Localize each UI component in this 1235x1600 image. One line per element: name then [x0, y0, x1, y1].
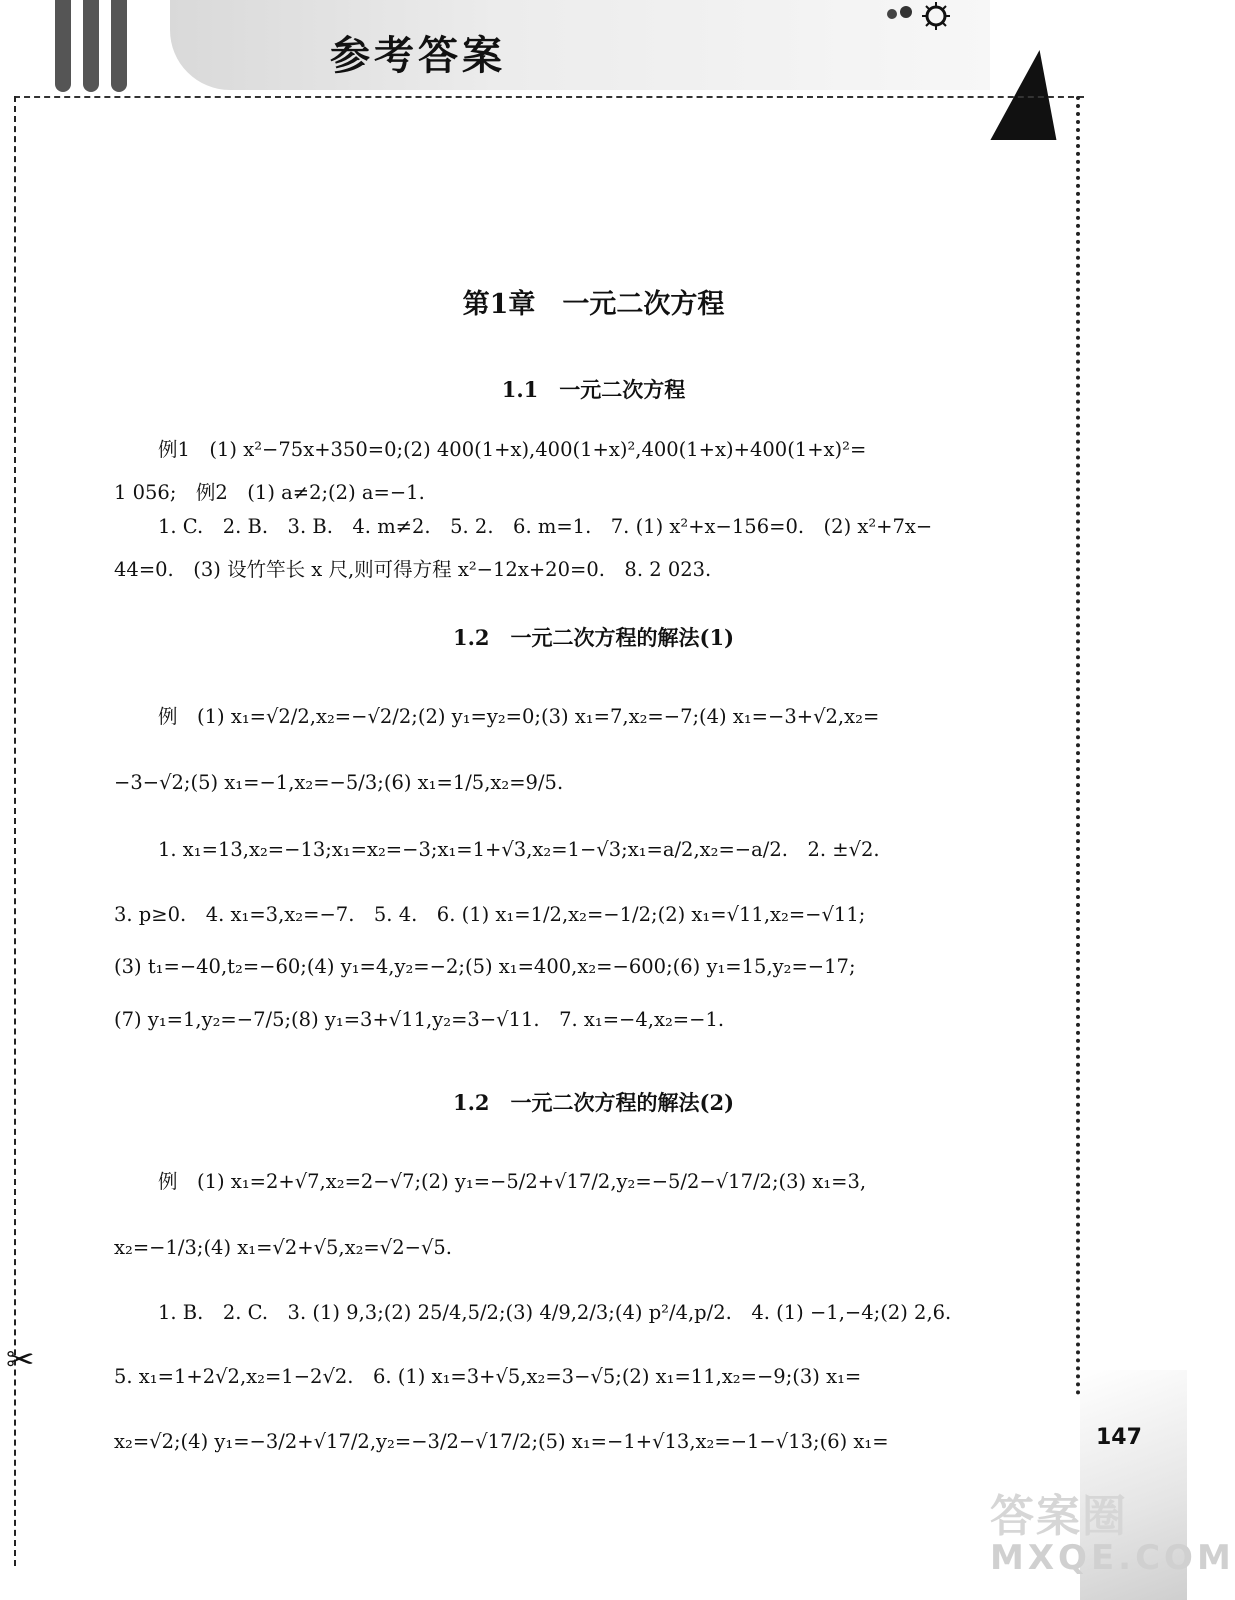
header-bars: [55, 0, 135, 92]
answer-line: 例 (1) x₁=√2/2,x₂=−√2/2;(2) y₁=y₂=0;(3) x₁=7,x₂=−7;(4) x₁=−3+√2,x₂=: [158, 705, 880, 728]
watermark-logo: 答案圈: [990, 1491, 1128, 1542]
page-title: 参考答案: [330, 33, 506, 79]
section-heading-1-1: 1.1 一元二次方程: [501, 377, 686, 402]
answer-line: −3−√2;(5) x₁=−1,x₂=−5/3;(6) x₁=1/5,x₂=9/5.: [114, 771, 564, 794]
answer-line: 5. x₁=1+2√2,x₂=1−2√2. 6. (1) x₁=3+√5,x₂=3−√5;(2) x₁=11,x₂=−9;(3) x₁=: [114, 1365, 862, 1388]
answer-line: (7) y₁=1,y₂=−7/5;(8) y₁=3+√11,y₂=3−√11. 7. x₁=−4,x₂=−1.: [114, 1008, 725, 1031]
answer-line: 3. p≥0. 4. x₁=3,x₂=−7. 5. 4. 6. (1) x₁=1/2,x₂=−1/2;(2) x₁=√11,x₂=−√11;: [114, 903, 866, 926]
sun-icon: [880, 0, 960, 32]
answer-line: 1 056; 例2 (1) a≠2;(2) a=−1.: [114, 481, 425, 504]
answer-line: 44=0. (3) 设竹竿长 x 尺,则可得方程 x²−12x+20=0. 8. 2 023.: [114, 558, 712, 581]
answer-line: 例 (1) x₁=2+√7,x₂=2−√7;(2) y₁=−5/2+√17/2,y₂=−5/2−√17/2;(3) x₁=3,: [158, 1170, 867, 1193]
watermark-url: MXQE.COM: [990, 1538, 1235, 1578]
page-number: 147: [1096, 1425, 1142, 1450]
answer-line: (3) t₁=−40,t₂=−60;(4) y₁=4,y₂=−2;(5) x₁=400,x₂=−600;(6) y₁=15,y₂=−17;: [114, 955, 856, 978]
section-heading-1-2-part2: 1.2 一元二次方程的解法(2): [452, 1090, 735, 1115]
scissors-icon: ✂: [6, 1340, 35, 1380]
answer-line: 例1 (1) x²−75x+350=0;(2) 400(1+x),400(1+x)²,400(1+x)+400(1+x)²=: [158, 438, 867, 461]
chapter-title: 第1章 一元二次方程: [462, 289, 725, 320]
answer-line: 1. C. 2. B. 3. B. 4. m≠2. 5. 2. 6. m=1. 7. (1) x²+x−156=0. (2) x²+7x−: [158, 515, 933, 538]
top-dashed-rule: [14, 96, 1084, 98]
answer-line: 1. B. 2. C. 3. (1) 9,3;(2) 25/4,5/2;(3) 4/9,2/3;(4) p²/4,p/2. 4. (1) −1,−4;(2) 2,6.: [158, 1301, 952, 1324]
flag-icon: [990, 50, 1075, 140]
answer-line: 1. x₁=13,x₂=−13;x₁=x₂=−3;x₁=1+√3,x₂=1−√3;x₁=a/2,x₂=−a/2. 2. ±√2.: [158, 838, 880, 861]
header-band: [170, 0, 990, 90]
answer-line: x₂=−1/3;(4) x₁=√2+√5,x₂=√2−√5.: [114, 1236, 452, 1259]
section-heading-1-2-part1: 1.2 一元二次方程的解法(1): [452, 625, 735, 650]
answer-line: x₂=√2;(4) y₁=−3/2+√17/2,y₂=−3/2−√17/2;(5) x₁=−1+√13,x₂=−1−√13;(6) x₁=: [114, 1430, 889, 1453]
